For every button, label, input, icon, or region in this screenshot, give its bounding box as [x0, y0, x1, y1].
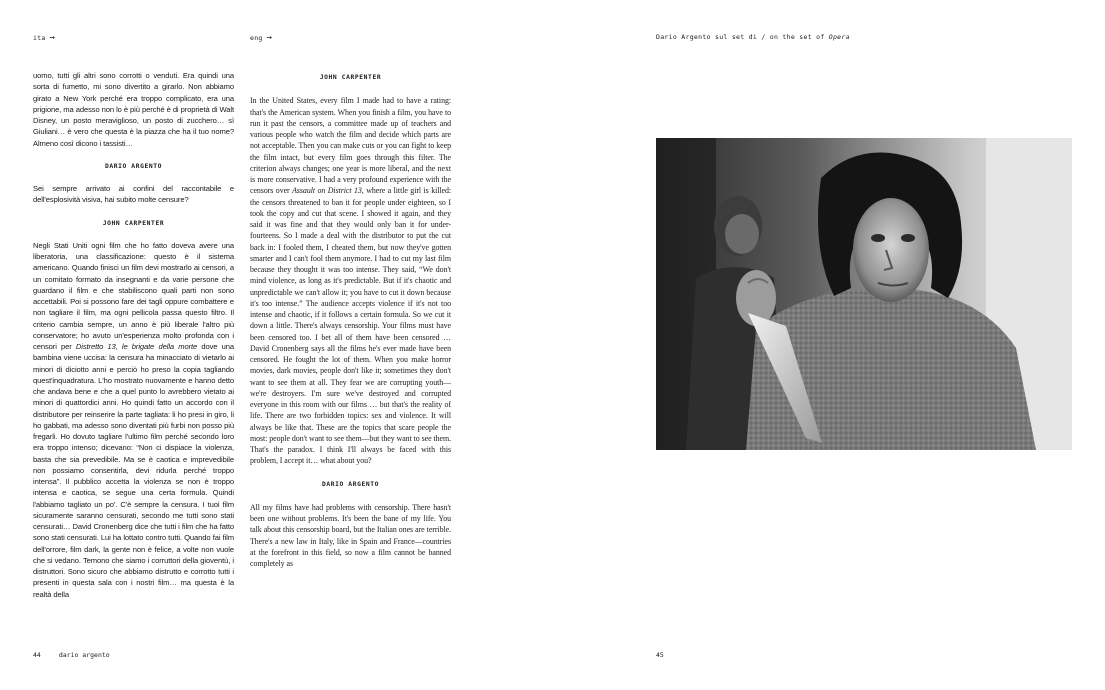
caption-film-title: Opera [828, 33, 850, 41]
speaker-dario-argento: DARIO ARGENTO [104, 162, 163, 170]
english-column [250, 70, 451, 569]
footer-left [33, 651, 110, 659]
arrow-right-icon: → [266, 33, 273, 43]
caption-text: Dario Argento sul set di / on the set of [656, 33, 829, 41]
ita-paragraph-2: Sei sempre arrivato ai confini del raccontabile e dell'esplosività visiva, hai subito molte censure? [33, 184, 234, 205]
photo-illustration [656, 138, 1072, 450]
left-page [0, 0, 552, 690]
ita-paragraph-1: uomo, tutti gli altri sono corrotti o venduti. Era quindi una sorta di fumetto, mi sono divertito a girarlo. Non abbiamo girato a New York perché era troppo complicato, era una prigione, ma adesso non lo è più perché è di proprietà di Walt Disney, un posto meraviglioso, un posto di zucchero… sì Giuliani… è vero che questa è la piazza che ha il tuo nome? Almeno così dicono i tassisti… [33, 71, 234, 148]
speaker-john-carpenter: JOHN CARPENTER [319, 74, 382, 81]
right-page [552, 0, 1105, 690]
header-eng [250, 33, 272, 43]
eng-text: In the United States, every film I made had to have a rating: that's the American system. When you finish a film, you have to run it past the censors, a committee made up of teachers and various people who watch the film and decide which parts are not acceptable. Then you can make cuts or you can fight to keep the film intact, but every film goes through this filter. The criterion always changes; one year is more liberal, and the next is more conservative. I had a very profound experience with the censors over [250, 96, 451, 196]
ita-text: dove una bambina viene uccisa: la censura ha minacciato di vietarlo ai minori di diciotto anni e perciò ho preso la copia tagliando quest'inquadratura. L'ho mostrato nuovamente e hanno detto che andava bene e che a quel punto lo avrebbero vietato ai minori di quattordici anni. Ho quindi fatto un accordo con il distributore per reinserire la parte tagliata: li ho presi in giro, li ho gabbati, ma adesso sono diventati più furbi non posso più fregarli. Ho dovuto tagliare l'ultimo film perché secondo loro era troppo intenso; dicevano: “Non ci dispiace la violenza, basta che sia prevedibile. Ma se è caotica e imprevedibile non possiamo consentirla, devi ridurla perché troppo intensa”. Il pubblico accetta la violenza se non è troppo intensa e caotica, se segue una certa formula. Quindi l'abbiamo tagliato un po'. C'è sempre la censura. I tuoi film sicuramente saranno censurati, secondo me tutti sono stati censurati… David Cronenberg dice che tutti i film che ha fatto sono stati censurati. Lui ha lottato contro tutti. Quando fai film dell'orrore, film dark, la gente non è felice, a volte non vuole che si vedano. Temono che siamo i corruttori della gioventù, i distruttori. Sono sicuro che abbiamo distrutto e corrotto tutti i presenti in questa sala con i nostri film… ma questa è la realtà della [33, 342, 234, 599]
black-and-white-photo [656, 138, 1072, 450]
ita-text: Negli Stati Uniti ogni film che ho fatto doveva avere una liberatoria, una classificazione: questo è il sistema americano. Quando finisci un film devi mostrarlo ai censori, a un comitato formato da insegnanti e da varie persone che guardano il film e che stabiliscono quali parti non sono accettabili. Poi si possono fare dei tagli oppure combattere e non tagliare il film, ma ogni pellicola passa questo filtro. Il criterio cambia sempre, un anno è più liberale l'altro più conservatore; ho avuto un'esperienza molto profonda con i censori per [33, 240, 234, 351]
photo-caption [656, 33, 850, 41]
eng-paragraph-2: All my films have had problems with censorship. There hasn't been one without problems. It's been the bane of my life. You talk about this censorship board, but the Italian ones are terrible. There's a new law in Italy, like in Spain and France—countries at the forefront in this field, so now a film cannot be banned completely as [250, 502, 451, 568]
page-number: 45 [656, 651, 664, 659]
header-ita [33, 33, 55, 43]
film-title: Assault on District 13 [292, 186, 362, 196]
header-eng-label: eng [250, 34, 263, 42]
header-ita-label: ita [33, 34, 46, 42]
running-title: dario argento [58, 651, 110, 659]
ita-paragraph-3 [33, 240, 234, 600]
eng-text: , where a little girl is killed: the censors threatened to ban it for people under eighteen, so I took the copy and cut that scene. I showed it again, and they said it was fine and that they would only ban it for under-fourteens. So I made a deal with the distributor to put the cut back in: I fooled them, I cheated them, but now they've gotten smarter and I can't fool them anymore. I had to cut my last film because they thought it was too intense. They said, “We don't mind violence, as long as it's predictable. But if it's chaotic and unpredictable we can't allow it; you have to cut it down because it's too intense.” The audience accepts violence if it's not too intense and chaotic, if it follows a certain formula. So we cut it down a little. There's always censorship. Your films must have been censored too. I bet all of them have been censored … David Cronenberg says all the films he's ever made have been censored. He fought the lot of them. When you make horror movies, dark movies, people don't like it; sometimes they don't want to see them at all. They fear we are corrupting youth—we're destroyers. I'm sure we've destroyed and corrupted everyone in this room with our films … but that's the reality of life. There are two forbidden topics: sex and violence. It will always be like that. These are the topics that scare people the most: people don't want to see them—but they want to see them. That's the paradox. I think I'll always be faced with this problem, I accept it… what about you? [250, 186, 452, 466]
italian-column [33, 70, 234, 600]
film-title: Distretto 13, le brigate della morte [75, 342, 198, 351]
eng-paragraph-1 [250, 95, 451, 466]
speaker-dario-argento: DARIO ARGENTO [321, 480, 380, 488]
arrow-right-icon: → [49, 33, 56, 43]
footer-right [656, 651, 664, 659]
speaker-john-carpenter: JOHN CARPENTER [102, 219, 165, 227]
page-number: 44 [33, 651, 41, 659]
